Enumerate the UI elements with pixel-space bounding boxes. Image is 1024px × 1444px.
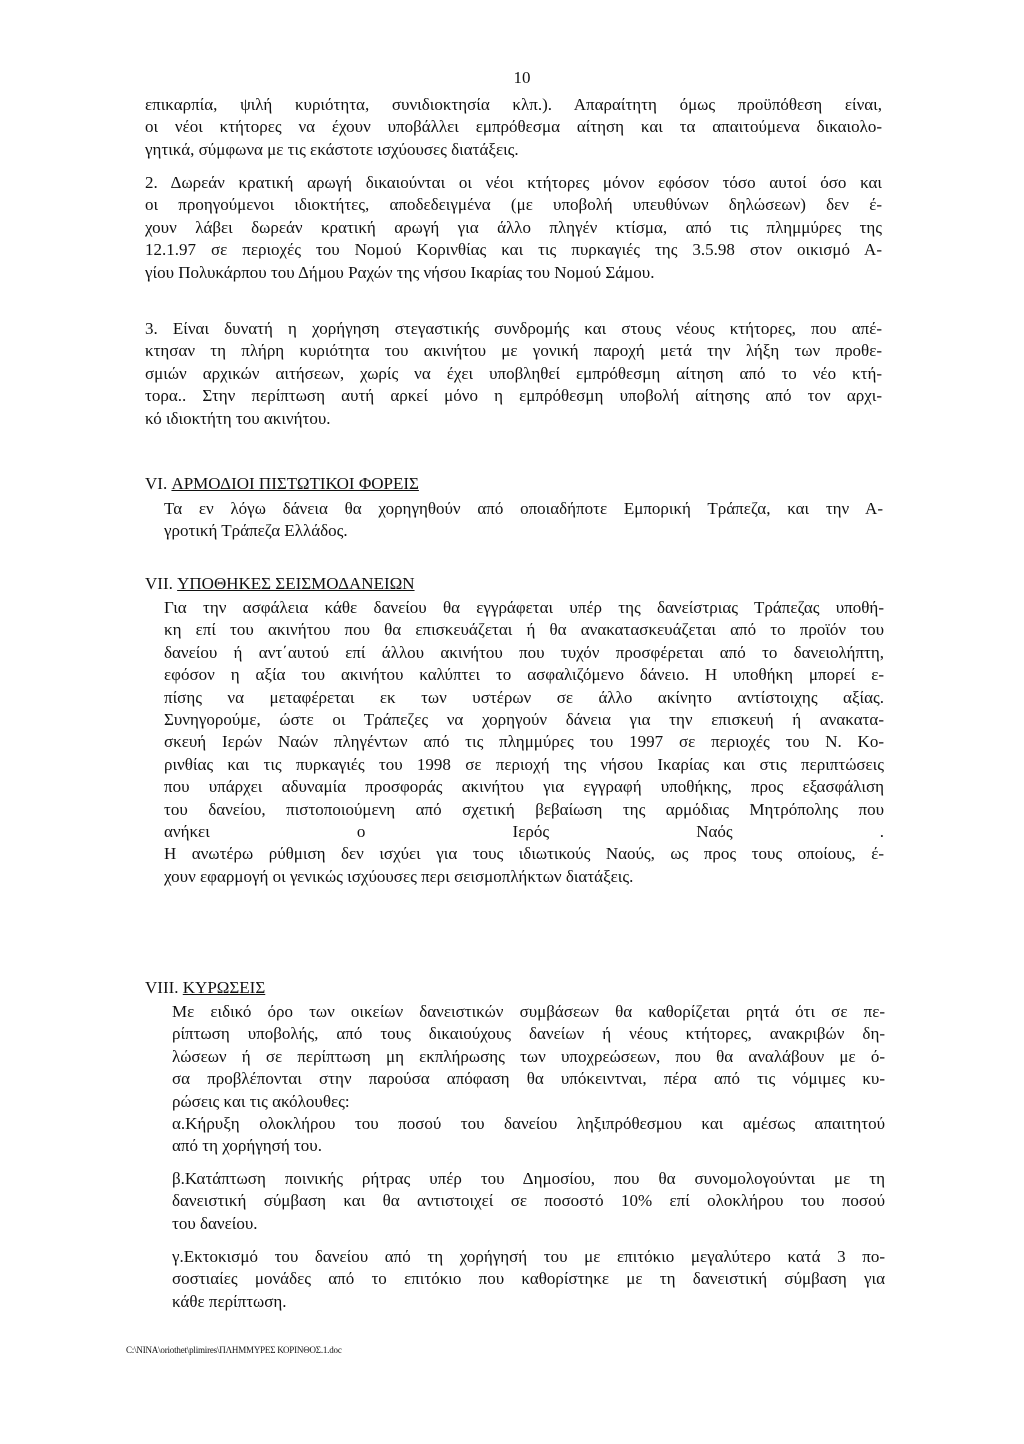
text-line: σμιών αρχικών αιτήσεων, χωρίς να έχει υποβληθεί εμπρόθεσμη αίτηση από το νέο κτή- <box>145 363 882 383</box>
text-line: κάθε περίπτωση. <box>172 1291 287 1311</box>
section-8-item-a <box>172 1113 885 1158</box>
text-line: α.Κήρυξη ολοκλήρου του ποσού του δανείου ληξιπρόθεσμου και αμέσως απαιτητού <box>172 1114 885 1133</box>
section-8-heading <box>145 977 265 999</box>
text-line: πίσης να μεταφέρεται εκ των υστέρων σε άλλο ακίνητο αντίστοιχης αξίας. <box>164 687 884 707</box>
item-2-paragraph <box>145 172 882 284</box>
text-line: ρίπτωση υποβολής, από τους δικαιούχους δανείων ή νέους κτήτορες, ανακριβών δη- <box>172 1024 885 1044</box>
text-line: σκευή Ιερών Ναών πληγέντων από τις πλημμύρες του 1997 σε περιοχές του Ν. Κο- <box>164 732 884 752</box>
section-8-title: ΚΥΡΩΣΕΙΣ <box>182 978 266 997</box>
text-line: επικαρπία, ψιλή κυριότητα, συνιδιοκτησία κλπ.). Απαραίτητη όμως προϋπόθεση είναι, <box>145 95 882 114</box>
section-8-intro <box>172 1001 885 1113</box>
text-line: Για την ασφάλεια κάθε δανείου θα εγγράφεται υπέρ της δανείστριας Τράπεζας υποθή- <box>164 598 884 617</box>
text-line: δανείου ή αντ΄αυτού επί άλλου ακινήτου που τυχόν προσφέρεται από το δανειολήπτη, <box>164 642 884 662</box>
section-7-body <box>164 597 884 888</box>
intro-paragraph <box>145 94 882 161</box>
text-line: κό ιδιοκτήτη του ακινήτου. <box>145 408 331 428</box>
text-line: 2. Δωρεάν κρατική αρωγή δικαιούνται οι νέοι κτήτορες μόνον εφόσον τόσο αυτοί όσο και <box>145 173 882 192</box>
text-line: κη επί του ακινήτου που θα επισκευάζεται ή θα ανακατασκευάζεται από το προϊόν του <box>164 620 884 640</box>
footer-file-path: C:\NINA\oriothet\plimires\ΠΛΗΜΜΥΡΕΣ ΚΟΡΙΝΘΟΣ.1.doc <box>126 1345 342 1355</box>
section-7-heading <box>145 573 415 595</box>
text-line: 3. Είναι δυνατή η χορήγηση στεγαστικής συνδρομής και στους νέους κτήτορες, που απέ- <box>145 319 882 338</box>
text-line: γροτική Τράπεζα Ελλάδος. <box>164 521 348 541</box>
text-line: τορα.. Στην περίπτωση αυτή αρκεί μόνο η εμπρόθεσμη υποβολή αίτησης από τον αρχι- <box>145 386 882 406</box>
section-6-number: VI. <box>145 474 168 493</box>
text-line: β.Κατάπτωση ποινικής ρήτρας υπέρ του Δημοσίου, που θα συνομολογούνται με τη <box>172 1169 885 1188</box>
text-line: γ.Εκτοκισμό του δανείου από τη χορήγησή του με επιτόκιο μεγαλύτερο κατά 3 πο- <box>172 1247 885 1266</box>
section-6-title: ΑΡΜΟΔΙΟΙ ΠΙΣΤΩΤΙΚΟΙ ΦΟΡΕΙΣ <box>171 474 419 493</box>
section-8-number: VIII. <box>145 978 179 997</box>
text-line: 12.1.97 σε περιοχές του Νομού Κορινθίας και τις πυρκαγιές της 3.5.98 στον οικισμό Α- <box>145 240 882 260</box>
section-8-item-b <box>172 1168 885 1235</box>
text-line: λώσεων ή σε περίπτωση μη εκπλήρωσης των υποχρεώσεων, που θα αναλάβουν με ό- <box>172 1046 885 1066</box>
text-line: ανήκει ο Ιερός Ναός . <box>164 822 884 842</box>
text-line: Τα εν λόγω δάνεια θα χορηγηθούν από οποιαδήποτε Εμπορική Τράπεζα, και την Α- <box>164 499 883 518</box>
text-line: σα προβλέπονται στην παρούσα απόφαση θα υπόκειντναι, πέρα από τις νόμιμες κυ- <box>172 1069 885 1089</box>
section-6-body <box>164 498 883 543</box>
section-7-title: ΥΠΟΘΗΚΕΣ ΣΕΙΣΜΟΔΑΝΕΙΩΝ <box>177 574 415 593</box>
text-line: χουν λάβει δωρεάν κρατική αρωγή για άλλο πληγέν κτίσμα, από τις πλημμύρες της <box>145 217 882 237</box>
item-3-paragraph <box>145 318 882 430</box>
section-6-heading <box>145 473 419 495</box>
text-line: που υπάρχει αδυναμία προσφοράς ακινήτου για εγγραφή υποθήκης, προς εξασφάλιση <box>164 777 884 797</box>
text-line: Συνηγορούμε, ώστε οι Τράπεζες να χορηγούν δάνεια για την επισκευή ή ανακατα- <box>164 710 884 730</box>
text-line: γίου Πολυκάρπου του Δήμου Ραχών της νήσου Ικαρίας του Νομού Σάμου. <box>145 262 655 282</box>
text-line: του δανείου, πιστοποιούμενη από σχετική βεβαίωση της αρμόδιας Μητρόπολης που <box>164 799 884 819</box>
text-line: ρώσεις και τις ακόλουθες: <box>172 1091 350 1111</box>
section-7-number: VII. <box>145 574 173 593</box>
text-line: του δανείου. <box>172 1213 258 1233</box>
page-number: 10 <box>513 68 531 87</box>
text-line: γητικά, σύμφωνα με τις εκάστοτε ισχύουσες διατάξεις. <box>145 139 519 159</box>
text-line: ρινθίας και τις πυρκαγιές του 1998 σε περιοχή της νήσου Ικαρίας και στις περιπτώσεις <box>164 754 884 774</box>
text-line: κτησαν τη πλήρη κυριότητα του ακινήτου με γονική παροχή μετά την λήξη των προθε- <box>145 341 882 361</box>
section-8-item-c <box>172 1246 885 1313</box>
text-line: Με ειδικό όρο των οικείων δανειστικών συμβάσεων θα καθορίζεται ρητά ότι σε πε- <box>172 1002 885 1021</box>
text-line: δανειστική σύμβαση και θα αντιστοιχεί σε ποσοστό 10% επί ολοκλήρου του ποσού <box>172 1191 885 1211</box>
text-line: οι προηγούμενοι ιδιοκτήτες, αποδεδειγμένα (με υποβολή υπευθύνων δηλώσεων) δεν έ- <box>145 195 882 215</box>
text-line: οι νέοι κτήτορες να έχουν υποβάλλει εμπρόθεσμα αίτηση και τα απαιτούμενα δικαιολο- <box>145 117 882 137</box>
text-line: χουν εφαρμογή οι γενικώς ισχύουσες περι σεισμοπλήκτων διατάξεις. <box>164 866 634 886</box>
text-line: σοστιαίες μονάδες από το επιτόκιο που καθορίστηκε με τη δανειστική σύμβαση για <box>172 1269 885 1289</box>
text-line: από τη χορήγησή του. <box>172 1136 322 1156</box>
text-line: εφόσον η αξία του ακινήτου καλύπτει το ασφαλιζόμενο δάνειο. Η υποθήκη μπορεί ε- <box>164 665 884 685</box>
text-line: Η ανωτέρω ρύθμιση δεν ισχύει για τους ιδιωτικούς Ναούς, ως προς τους οποίους, έ- <box>164 844 884 864</box>
